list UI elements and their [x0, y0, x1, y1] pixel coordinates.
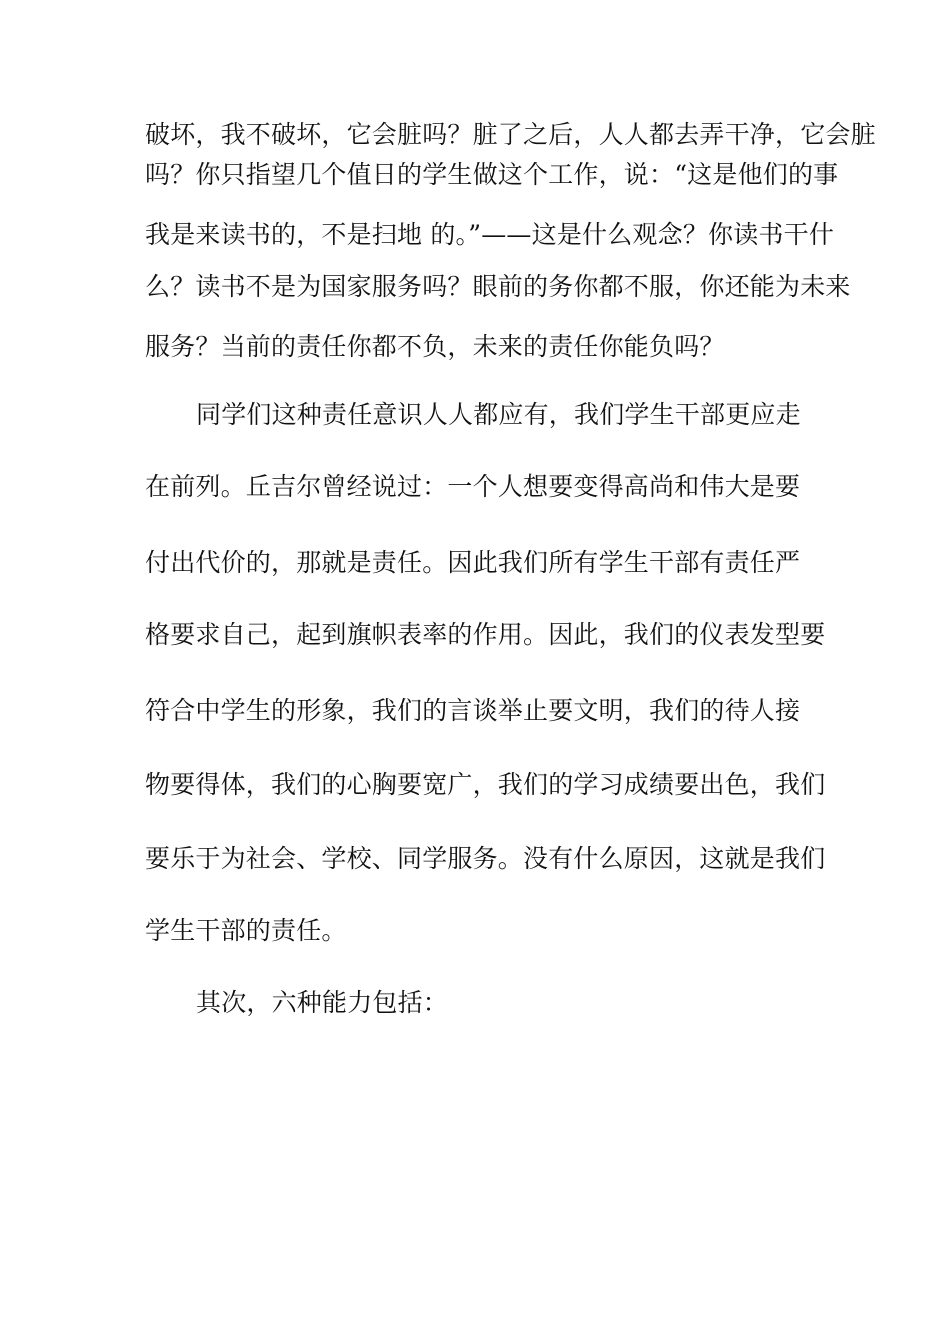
text-line: 物要得体，我们的心胸要宽广，我们的学习成绩要出色，我们: [145, 770, 826, 799]
text-line: 吗？你只指望几个值日的学生做这个工作，说：“这是他们的事: [145, 160, 839, 189]
text-line: 付出代价的，那就是责任。因此我们所有学生干部有责任严: [145, 548, 801, 577]
text-line: 格要求自己，起到旗帜表率的作用。因此，我们的仪表发型要: [145, 620, 826, 649]
paragraph-start-line: 其次，六种能力包括：: [196, 988, 449, 1017]
text-line: 服务？当前的责任你都不负，未来的责任你能负吗？: [145, 332, 725, 361]
text-line: 要乐于为社会、学校、同学服务。没有什么原因，这就是我们: [145, 844, 826, 873]
text-line: 么？读书不是为国家服务吗？眼前的务你都不服，你还能为未来: [145, 272, 851, 301]
text-line: 我是来读书的，不是扫地 的。”——这是什么观念？你读书干什: [145, 220, 835, 249]
text-line: 符合中学生的形象，我们的言谈举止要文明，我们的待人接: [145, 696, 801, 725]
paragraph-start-line: 同学们这种责任意识人人都应有，我们学生干部更应走: [196, 400, 801, 429]
text-line: 学生干部的责任。: [145, 916, 347, 945]
text-line: 在前列。丘吉尔曾经说过：一个人想要变得高尚和伟大是要: [145, 472, 801, 501]
text-line: 破坏，我不破坏，它会脏吗？脏了之后，人人都去弄干净，它会脏: [145, 120, 876, 149]
